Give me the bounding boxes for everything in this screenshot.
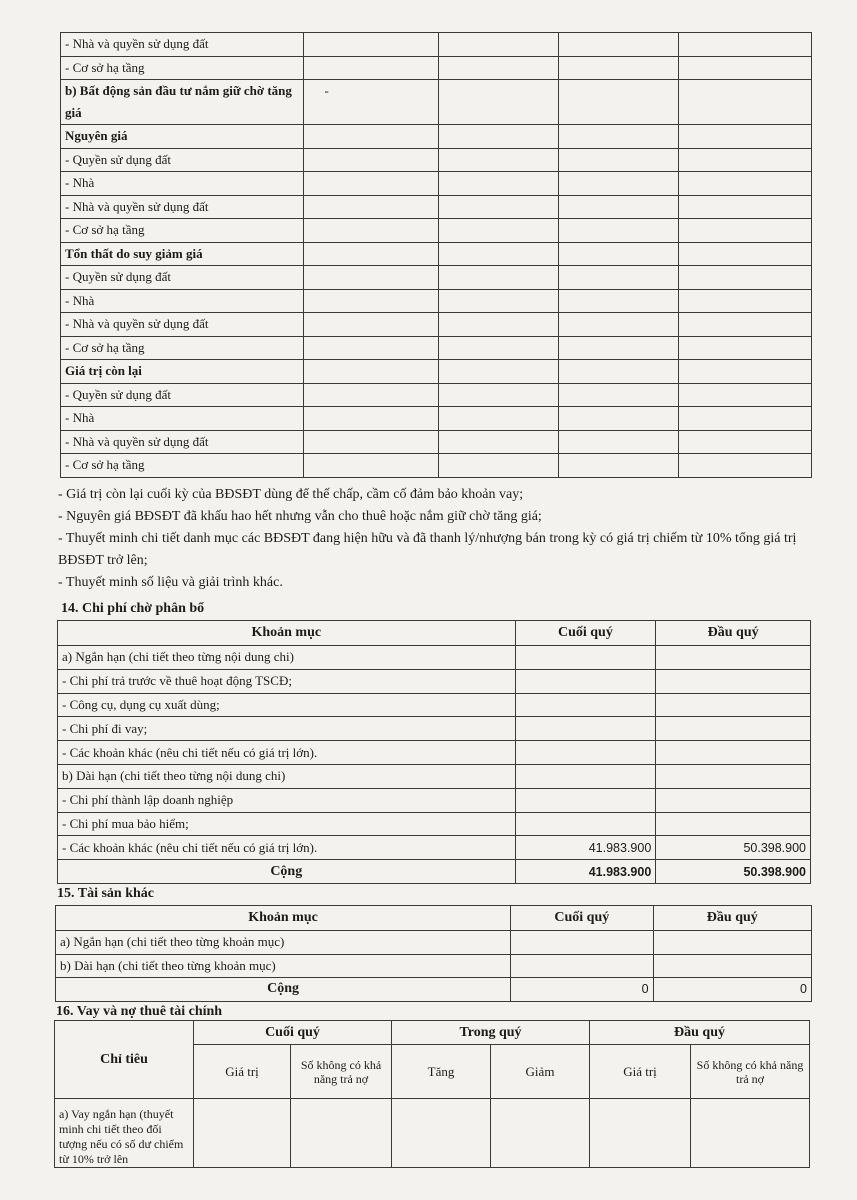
table-row [56,954,812,978]
header-end-quarter: Cuối quý [194,1021,392,1045]
table-cell [304,195,438,219]
row-label: - Chi phí đi vay; [58,717,516,741]
end-quarter-value [515,788,656,812]
table-cell [491,1099,590,1168]
total-end-quarter: 41.983.900 [515,860,656,884]
table-cell [679,336,812,360]
row-label: - Nhà và quyền sử dụng đất [61,430,304,454]
end-quarter-value [511,931,654,955]
section-14-title: 14. Chi phí chờ phân bổ [61,601,205,616]
table-cell [558,289,678,313]
table-cell [679,289,812,313]
end-quarter-value [515,717,656,741]
row-label: - Nhà và quyền sử dụng đất [61,195,304,219]
total-label: Cộng [56,978,511,1002]
subheader-value-start: Giá trị [590,1045,691,1099]
row-short-term-loans: a) Vay ngắn hạn (thuyết minh chi tiết theo đối tượng nếu có số dư chiếm từ 10% trở lên [55,1099,194,1168]
table-cell [679,172,812,196]
row-label: a) Ngắn hạn (chi tiết theo từng nội dung chi) [58,646,516,670]
table-cell [304,266,438,290]
end-quarter-value [515,741,656,765]
row-label: - Các khoản khác (nêu chi tiết nếu có giá trị lớn). [58,741,516,765]
table-cell [679,80,812,125]
table-cell [304,125,438,149]
note-fully-depreciated: - Nguyên giá BĐSĐT đã khấu hao hết nhưng vẫn cho thuê hoặc nắm giữ chờ tăng giá; [58,509,542,524]
row-label: Nguyên giá [61,125,304,149]
table-row [55,1099,810,1168]
table-cell [679,219,812,243]
table-row [61,33,812,57]
table-row [61,383,812,407]
table-row [58,764,811,788]
table-cell [304,336,438,360]
table-cell [304,407,438,431]
row-label: - Nhà [61,172,304,196]
table-cell [679,33,812,57]
header-item: Khoản mục [56,906,511,931]
table-cell [679,125,812,149]
note-other-explanation: - Thuyết minh số liệu và giải trình khác. [58,575,283,590]
table-row [58,741,811,765]
table-cell [558,266,678,290]
table-cell [194,1099,291,1168]
table-cell [438,454,558,478]
table-row [61,266,812,290]
table-cell [304,219,438,243]
total-label: Cộng [58,860,516,884]
table-row [61,360,812,384]
table-cell [558,313,678,337]
table-cell [304,454,438,478]
table-row [61,430,812,454]
table-cell [558,125,678,149]
table-cell [438,125,558,149]
header-start-quarter: Đầu quý [590,1021,810,1045]
table-row [61,80,812,125]
table-row [61,407,812,431]
table-cell [304,289,438,313]
total-start-quarter: 50.398.900 [656,860,811,884]
investment-property-table [60,32,812,478]
table-cell [679,148,812,172]
table-row [61,195,812,219]
table-cell [679,383,812,407]
row-label: - Chi phí mua bảo hiểm; [58,812,516,836]
table-cell [679,430,812,454]
table-cell [558,56,678,80]
end-quarter-value [511,954,654,978]
start-quarter-value [656,693,811,717]
table-row [58,836,811,860]
table-cell [438,33,558,57]
table-cell [679,454,812,478]
table-cell [558,172,678,196]
total-start-quarter: 0 [653,978,811,1002]
table-cell [304,383,438,407]
table-row [61,125,812,149]
row-label: - Các khoản khác (nêu chi tiết nếu có giá trị lớn). [58,836,516,860]
total-end-quarter: 0 [511,978,654,1002]
row-label: - Nhà [61,407,304,431]
end-quarter-value [515,669,656,693]
header-in-quarter: Trong quý [392,1021,590,1045]
section-16-title: 16. Vay và nợ thuê tài chính [56,1004,223,1019]
header-start-quarter: Đầu quý [653,906,811,931]
table-cell [392,1099,491,1168]
row-label: - Quyền sử dụng đất [61,148,304,172]
total-row [56,978,812,1002]
table-cell [679,56,812,80]
table-cell [558,242,678,266]
table-row [61,242,812,266]
start-quarter-value [656,669,811,693]
start-quarter-value [656,788,811,812]
subheader-unpayable-end: Số không có khả năng trả nợ [291,1045,392,1099]
start-quarter-value: 50.398.900 [656,836,811,860]
table-cell [438,430,558,454]
table-cell [438,56,558,80]
table-cell [438,266,558,290]
table-cell [558,33,678,57]
row-label: - Quyền sử dụng đất [61,266,304,290]
table-cell [679,266,812,290]
row-label: Tổn thất do suy giảm giá [61,242,304,266]
end-quarter-value [515,646,656,670]
table-cell [679,313,812,337]
table-cell [679,407,812,431]
row-label: b) Dài hạn (chi tiết theo từng nội dung chi) [58,764,516,788]
table-row [58,646,811,670]
row-label: - Cơ sở hạ tầng [61,219,304,243]
table-cell: - [304,80,438,125]
note-pledged-value: - Giá trị còn lại cuối kỳ của BĐSĐT dùng để thế chấp, cầm cố đảm bảo khoản vay; [58,487,524,502]
table-cell [438,407,558,431]
table-row [58,693,811,717]
header-indicator: Chỉ tiêu [55,1021,194,1099]
table-cell [679,360,812,384]
subheader-value-end: Giá trị [194,1045,291,1099]
row-label: - Chi phí thành lập doanh nghiệp [58,788,516,812]
row-label: b) Bất động sản đầu tư nắm giữ chờ tăng giá [61,80,304,125]
table-row [61,454,812,478]
table-cell [291,1099,392,1168]
start-quarter-value [653,954,811,978]
row-label: - Công cụ, dụng cụ xuất dùng; [58,693,516,717]
table-cell [438,313,558,337]
row-label: - Chi phí trả trước về thuê hoạt động TSCĐ; [58,669,516,693]
table-header-row [55,1021,810,1045]
table-cell [558,195,678,219]
table-cell [558,454,678,478]
section-15-title: 15. Tài sản khác [57,886,154,901]
table-row [58,717,811,741]
start-quarter-value [656,812,811,836]
table-row [61,313,812,337]
row-label: - Cơ sở hạ tầng [61,454,304,478]
row-label: a) Ngắn hạn (chi tiết theo từng khoản mục) [56,931,511,955]
other-assets-table [55,905,812,1002]
table-row [61,148,812,172]
table-cell [558,407,678,431]
table-cell [438,195,558,219]
table-cell [590,1099,691,1168]
table-row [58,812,811,836]
row-label: - Nhà và quyền sử dụng đất [61,33,304,57]
table-row [61,172,812,196]
table-cell [558,360,678,384]
row-label: - Quyền sử dụng đất [61,383,304,407]
table-cell [691,1099,810,1168]
table-cell [304,242,438,266]
table-cell [558,336,678,360]
table-row [61,219,812,243]
header-end-quarter: Cuối quý [515,621,656,646]
table-cell [558,383,678,407]
row-label: - Nhà [61,289,304,313]
header-item: Khoản mục [58,621,516,646]
start-quarter-value [653,931,811,955]
table-row [61,336,812,360]
start-quarter-value [656,646,811,670]
table-cell [438,219,558,243]
table-cell [438,336,558,360]
end-quarter-value: 41.983.900 [515,836,656,860]
table-cell [558,148,678,172]
row-label: - Cơ sở hạ tầng [61,56,304,80]
table-cell [438,242,558,266]
table-cell [679,195,812,219]
note-detailed-list: - Thuyết minh chi tiết danh mục các BĐSĐT đang hiện hữu và đã thanh lý/nhượng bán trong kỳ có giá trị chiếm từ 10% tổng giá trị BĐSĐT trở lên; [58,531,797,568]
table-cell [438,383,558,407]
table-cell [558,219,678,243]
table-cell [304,313,438,337]
table-cell [304,33,438,57]
start-quarter-value [656,764,811,788]
table-cell [679,242,812,266]
header-end-quarter: Cuối quý [511,906,654,931]
total-row [58,860,811,884]
table-cell [438,289,558,313]
table-cell [438,80,558,125]
table-cell [304,360,438,384]
row-label: b) Dài hạn (chi tiết theo từng khoản mục) [56,954,511,978]
table-cell [304,430,438,454]
table-header-row [58,621,811,646]
table-cell [304,148,438,172]
subheader-increase: Tăng [392,1045,491,1099]
end-quarter-value [515,812,656,836]
row-label: - Nhà và quyền sử dụng đất [61,313,304,337]
start-quarter-value [656,741,811,765]
prepaid-expenses-table [57,620,811,884]
end-quarter-value [515,693,656,717]
table-cell [304,172,438,196]
start-quarter-value [656,717,811,741]
row-label: - Cơ sở hạ tầng [61,336,304,360]
table-row [61,56,812,80]
table-cell [558,80,678,125]
table-row [58,669,811,693]
header-start-quarter: Đầu quý [656,621,811,646]
row-label: Giá trị còn lại [61,360,304,384]
table-row [61,289,812,313]
subheader-unpayable-start: Số không có khả năng trả nợ [691,1045,810,1099]
table-row [58,788,811,812]
subheader-decrease: Giảm [491,1045,590,1099]
table-cell [438,148,558,172]
table-cell [558,430,678,454]
table-cell [304,56,438,80]
table-row [56,931,812,955]
table-cell [438,360,558,384]
table-cell [438,172,558,196]
loans-table [54,1020,810,1168]
end-quarter-value [515,764,656,788]
table-header-row [56,906,812,931]
